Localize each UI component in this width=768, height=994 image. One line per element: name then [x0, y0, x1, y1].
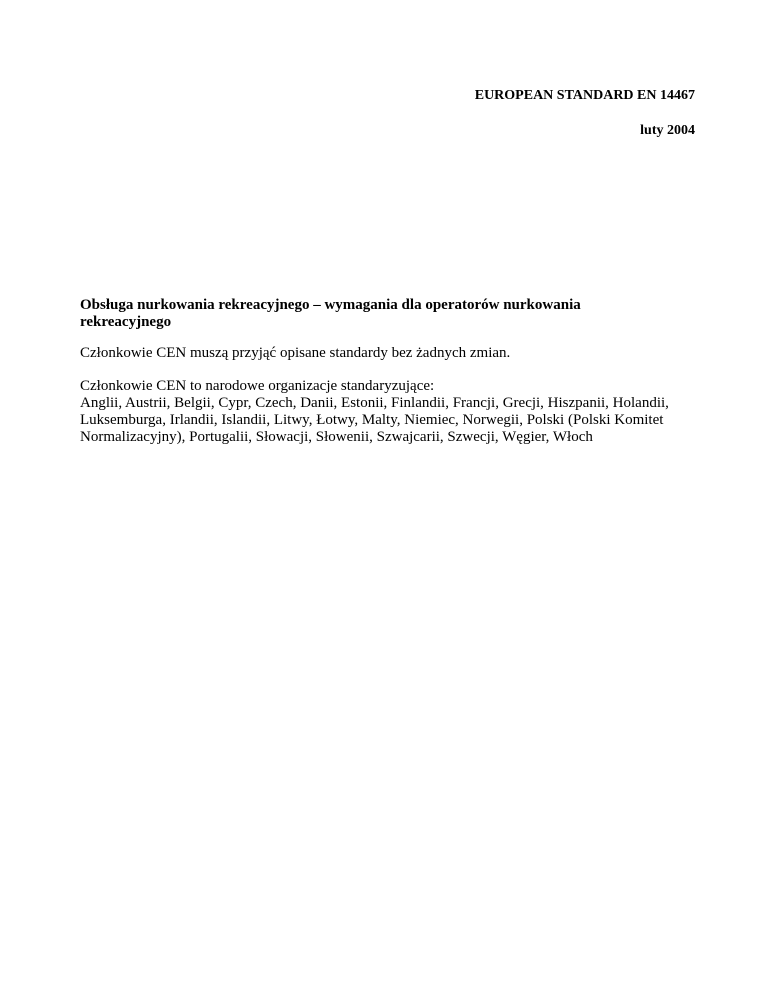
adoption-statement: Członkowie CEN muszą przyjąć opisane standardy bez żadnych zmian. — [80, 345, 511, 361]
standard-number: EUROPEAN STANDARD EN 14467 — [474, 88, 695, 103]
document-body — [80, 297, 700, 446]
countries-list: Anglii, Austrii, Belgii, Cypr, Czech, Danii, Estonii, Finlandii, Francji, Grecji, Hiszpanii, Holandii, Luksemburga, Irlandii, Islandii, Litwy, Łotwy, Malty, Niemiec, Norwegii, Polski (Polski Komitet Normalizacyjny), Portugalii, Słowacji, Słowenii, Szwajcarii, Szwecji, Węgier, Włoch — [80, 395, 669, 445]
standard-date: luty 2004 — [640, 123, 695, 138]
members-intro: Członkowie CEN to narodowe organizacje standaryzujące: — [80, 378, 435, 394]
document-title: Obsługa nurkowania rekreacyjnego – wymagania dla operatorów nurkowania rekreacyjnego — [80, 297, 581, 330]
